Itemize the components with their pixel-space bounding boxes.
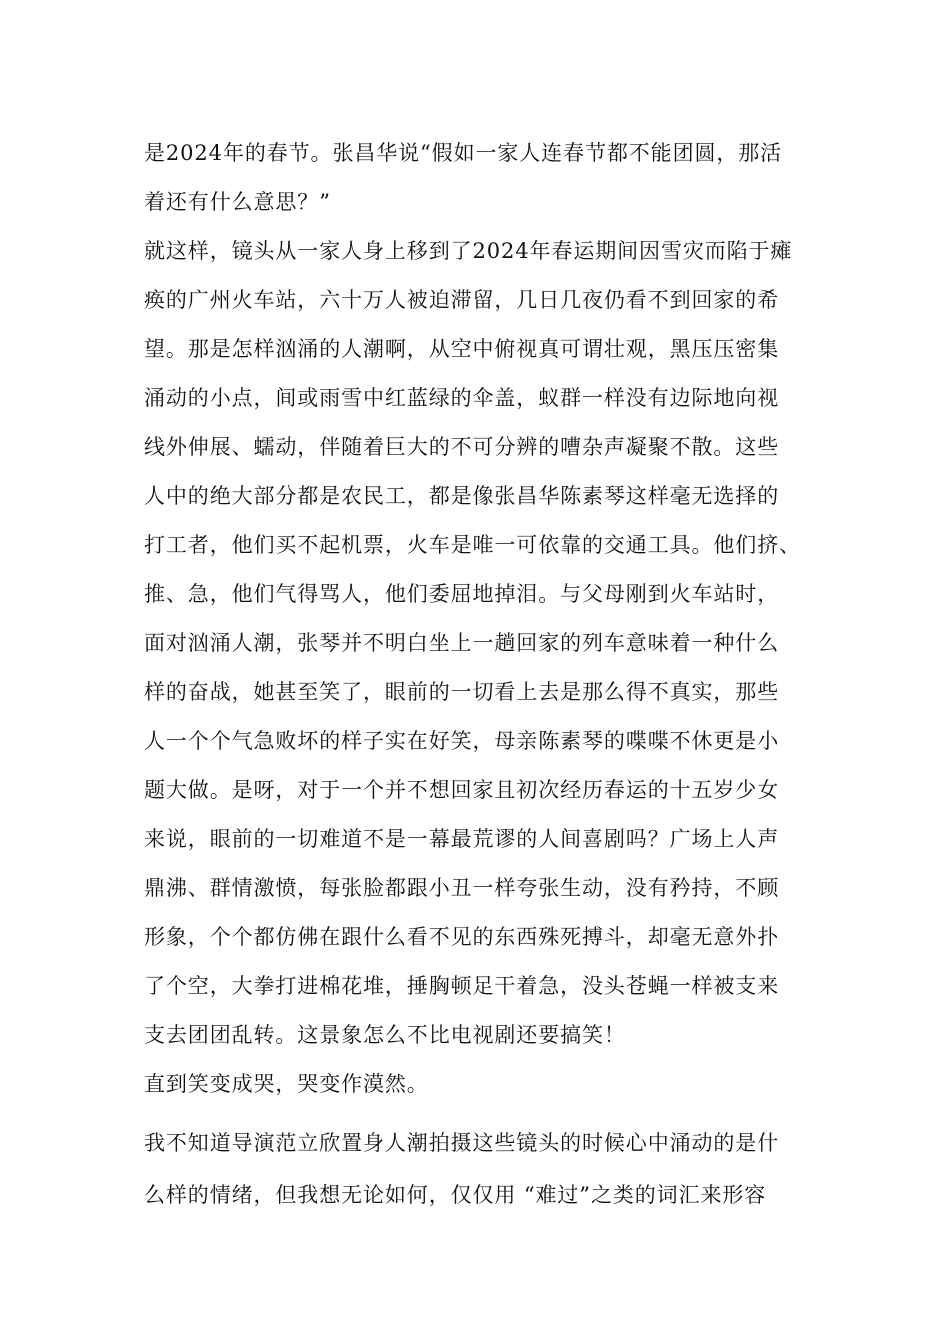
text-line: 人中的绝大部分都是农民工，都是像张昌华陈素琴这样毫无选择的 xyxy=(144,484,780,508)
text-line: 望。那是怎样汹涌的人潮啊，从空中俯视真可谓壮观，黑压压密集 xyxy=(144,337,780,361)
text-line: 推、急，他们气得骂人，他们委屈地掉泪。与父母刚到火车站时， xyxy=(144,582,780,606)
text-line: 支去团团乱转。这景象怎么不比电视剧还要搞笑！ xyxy=(144,1023,626,1047)
text-line: 形象，个个都仿佛在跟什么看不见的东西殊死搏斗，却毫无意外扑 xyxy=(144,925,780,949)
text-line: 打工者，他们买不起机票，火车是唯一可依靠的交通工具。他们挤、 xyxy=(144,533,801,557)
text-line: 面对汹涌人潮，张琴并不明白坐上一趟回家的列车意味着一种什么 xyxy=(144,631,780,655)
text-line: 是2024年的春节。张昌华说“假如一家人连春节都不能团圆，那活 xyxy=(144,141,783,165)
text-line: 线外伸展、蠕动，伴随着巨大的不可分辨的嘈杂声凝聚不散。这些 xyxy=(144,435,780,459)
text-line: 涌动的小点，间或雨雪中红蓝绿的伞盖，蚁群一样没有边际地向视 xyxy=(144,386,780,410)
text-line: 了个空，大拳打进棉花堆，捶胸顿足干着急，没头苍蝇一样被支来 xyxy=(144,974,780,998)
text-line: 题大做。是呀，对于一个并不想回家且初次经历春运的十五岁少女 xyxy=(144,778,780,802)
text-line: 着还有什么意思？” xyxy=(144,190,331,214)
text-line: 就这样，镜头从一家人身上移到了2024年春运期间因雪灾而陷于瘫 xyxy=(144,239,793,263)
text-line: 人一个个气急败坏的样子实在好笑，母亲陈素琴的喋喋不休更是小 xyxy=(144,729,780,753)
text-line: 么样的情绪，但我想无论如何，仅仅用 “难过”之类的词汇来形容 xyxy=(144,1183,767,1207)
text-line: 直到笑变成哭，哭变作漠然。 xyxy=(144,1072,429,1096)
text-line: 样的奋战，她甚至笑了，眼前的一切看上去是那么得不真实，那些 xyxy=(144,680,780,704)
text-line: 来说，眼前的一切难道不是一幕最荒谬的人间喜剧吗？广场上人声 xyxy=(144,827,780,851)
text-line: 鼎沸、群情激愤，每张脸都跟小丑一样夸张生动，没有矜持，不顾 xyxy=(144,876,780,900)
text-line: 我不知道导演范立欣置身人潮拍摄这些镜头的时候心中涌动的是什 xyxy=(144,1131,780,1155)
text-line: 痪的广州火车站，六十万人被迫滞留，几日几夜仍看不到回家的希 xyxy=(144,288,780,312)
